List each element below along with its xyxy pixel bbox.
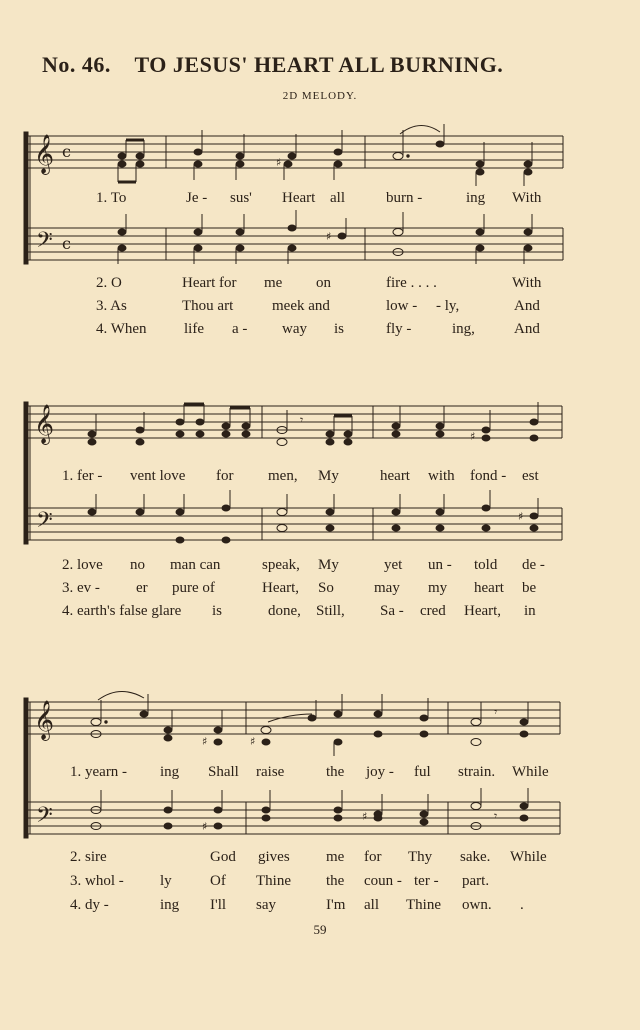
lyric-syllable: Thine — [256, 873, 291, 889]
lyric-syllable: 1. yearn - — [70, 764, 128, 780]
lyric-syllable: be — [522, 580, 537, 596]
lyric-syllable: 3. ev - — [62, 580, 100, 596]
lyric-syllable: in — [524, 603, 536, 619]
lyric-syllable: de - — [522, 557, 545, 573]
system2-bass-staff — [28, 508, 562, 540]
svg-text:𝄾: 𝄾 — [494, 809, 498, 823]
lyric-syllable: yet — [384, 557, 403, 573]
svg-text:𝄢: 𝄢 — [36, 508, 53, 538]
lyric-syllable: Still, — [316, 603, 345, 619]
lyric-syllable: 3. whol - — [70, 873, 124, 889]
lyric-syllable: men, — [268, 468, 298, 484]
lyric-syllable: sus' — [230, 190, 252, 206]
lyric-syllable: part. — [462, 873, 490, 889]
svg-text:𝄞: 𝄞 — [34, 404, 55, 444]
lyric-syllable: While — [512, 764, 549, 780]
system1-verse1-lyrics — [0, 190, 640, 210]
lyric-syllable: my — [428, 580, 448, 596]
lyric-syllable: meek and — [272, 298, 330, 314]
svg-text:𝄢: 𝄢 — [36, 803, 53, 833]
page-number: 59 — [313, 922, 327, 937]
system3-treble-staff — [28, 702, 560, 734]
lyric-syllable: Thy — [408, 849, 433, 865]
lyric-syllable: My — [318, 557, 339, 573]
lyric-syllable: Heart, — [262, 580, 300, 596]
svg-text:♯: ♯ — [202, 820, 208, 833]
lyric-syllable: man can — [170, 557, 221, 573]
lyric-syllable: burn - — [386, 190, 423, 206]
svg-text:c: c — [62, 142, 71, 161]
lyric-syllable: vent love — [130, 468, 186, 484]
svg-text:♯: ♯ — [202, 735, 208, 748]
lyric-syllable: And — [514, 321, 540, 337]
lyric-syllable: un - — [428, 557, 452, 573]
system3-verse2-lyrics — [0, 849, 640, 869]
lyric-syllable: Heart, — [464, 603, 502, 619]
system3-verse1-lyrics — [0, 764, 640, 784]
lyric-syllable: ing — [160, 897, 180, 913]
lyric-syllable: ful — [414, 764, 431, 780]
lyric-syllable: fire . . . . — [386, 275, 437, 291]
lyric-syllable: 4. When — [96, 321, 147, 337]
lyric-syllable: I'll — [210, 897, 227, 913]
svg-text:𝄞: 𝄞 — [34, 700, 55, 740]
svg-text:c: c — [62, 234, 71, 253]
lyric-syllable: 4. earth's false glare — [62, 603, 182, 619]
svg-text:♯: ♯ — [276, 156, 282, 169]
lyric-syllable: on — [316, 275, 331, 291]
lyric-syllable: low - — [386, 298, 418, 314]
lyric-syllable: fly - — [386, 321, 412, 337]
lyric-syllable: Shall — [208, 764, 239, 780]
lyric-syllable: er — [136, 580, 148, 596]
system3-bass-staff — [28, 802, 560, 834]
system3-verse4-lyrics — [0, 897, 640, 917]
svg-text:♯: ♯ — [470, 430, 476, 443]
lyric-syllable: heart — [474, 580, 504, 596]
lyric-syllable: done, — [268, 603, 301, 619]
lyric-syllable: all — [330, 190, 345, 206]
lyric-syllable: Thine — [406, 897, 441, 913]
lyric-syllable: sake. — [460, 849, 491, 865]
lyric-syllable: speak, — [262, 557, 300, 573]
system3-treble-notes — [91, 691, 528, 756]
system2-verse4-lyrics — [0, 603, 640, 623]
lyric-syllable: me — [264, 275, 283, 291]
lyric-syllable: . — [520, 897, 524, 913]
lyric-syllable: joy - — [366, 764, 394, 780]
lyric-syllable: With — [512, 275, 542, 291]
lyric-syllable: ing — [160, 764, 180, 780]
lyric-syllable: Je - — [186, 190, 208, 206]
lyric-syllable: So — [318, 580, 334, 596]
svg-text:♯: ♯ — [362, 810, 368, 823]
lyric-syllable: strain. — [458, 764, 496, 780]
lyric-syllable: Thou art — [182, 298, 234, 314]
svg-text:𝄾: 𝄾 — [300, 413, 304, 427]
system1-verse2-lyrics — [0, 275, 640, 295]
lyric-syllable: raise — [256, 764, 285, 780]
lyric-syllable: ing, — [452, 321, 475, 337]
system1-bass-notes — [118, 210, 532, 264]
system1-verse3-lyrics — [0, 298, 640, 318]
svg-text:♯: ♯ — [326, 230, 332, 243]
svg-text:𝄢: 𝄢 — [36, 228, 53, 258]
lyric-syllable: life — [184, 321, 204, 337]
lyric-syllable: I'm — [326, 897, 346, 913]
svg-text:𝄾: 𝄾 — [494, 705, 498, 719]
system2-verse2-lyrics — [0, 557, 640, 577]
lyric-syllable: 1. To — [96, 190, 127, 206]
lyric-syllable: - ly, — [436, 298, 460, 314]
lyric-syllable: ly — [160, 873, 172, 889]
lyric-syllable: 1. fer - — [62, 468, 103, 484]
lyric-syllable: pure of — [172, 580, 215, 596]
lyric-syllable: 3. As — [96, 298, 127, 314]
lyric-syllable: way — [282, 321, 307, 337]
system1-verse4-lyrics — [0, 321, 640, 341]
lyric-syllable: Of — [210, 873, 226, 889]
system2-verse3-lyrics — [0, 580, 640, 600]
lyric-syllable: no — [130, 557, 145, 573]
lyric-syllable: 2. O — [96, 275, 122, 291]
lyric-syllable: for — [364, 849, 382, 865]
svg-text:♯: ♯ — [250, 735, 256, 748]
lyric-syllable: With — [512, 190, 542, 206]
system1-treble-notes — [118, 124, 532, 186]
hymn-title: TO JESUS' HEART ALL BURNING. — [134, 52, 504, 77]
lyric-syllable: coun - — [364, 873, 402, 889]
lyric-syllable: 2. sire — [70, 849, 107, 865]
lyric-syllable: own. — [462, 897, 492, 913]
lyric-syllable: gives — [258, 849, 290, 865]
lyric-syllable: say — [256, 897, 276, 913]
lyric-syllable: may — [374, 580, 400, 596]
lyric-syllable: ing — [466, 190, 486, 206]
lyric-syllable: While — [510, 849, 547, 865]
lyric-syllable: And — [514, 298, 540, 314]
lyric-syllable: for — [216, 468, 234, 484]
lyric-syllable: ter - — [414, 873, 439, 889]
lyric-syllable: cred — [420, 603, 446, 619]
svg-text:𝄞: 𝄞 — [34, 134, 55, 174]
lyric-syllable: Heart — [282, 190, 316, 206]
lyric-syllable: My — [318, 468, 339, 484]
hymn-number: No. 46. — [42, 52, 111, 77]
lyric-syllable: Sa - — [380, 603, 404, 619]
lyric-syllable: 4. dy - — [70, 897, 109, 913]
lyric-syllable: a - — [232, 321, 248, 337]
system2-treble-notes — [88, 402, 538, 446]
lyric-syllable: with — [428, 468, 455, 484]
svg-text:♯: ♯ — [518, 510, 524, 523]
lyric-syllable: is — [334, 321, 345, 337]
lyric-syllable: God — [210, 849, 236, 865]
lyric-syllable: the — [326, 764, 345, 780]
lyric-syllable: told — [474, 557, 498, 573]
system2-verse1-lyrics — [0, 468, 640, 488]
system2-treble-staff — [28, 406, 562, 438]
lyric-syllable: is — [212, 603, 223, 619]
system3-verse3-lyrics — [0, 873, 640, 893]
lyric-syllable: fond - — [470, 468, 507, 484]
lyric-syllable: all — [364, 897, 379, 913]
lyric-syllable: est — [522, 468, 539, 484]
lyric-syllable: me — [326, 849, 345, 865]
lyric-syllable: 2. love — [62, 557, 103, 573]
lyric-syllable: the — [326, 873, 345, 889]
melody-label: 2D MELODY. — [282, 90, 358, 102]
lyric-syllable: Heart for — [182, 275, 237, 291]
lyric-syllable: heart — [380, 468, 410, 484]
